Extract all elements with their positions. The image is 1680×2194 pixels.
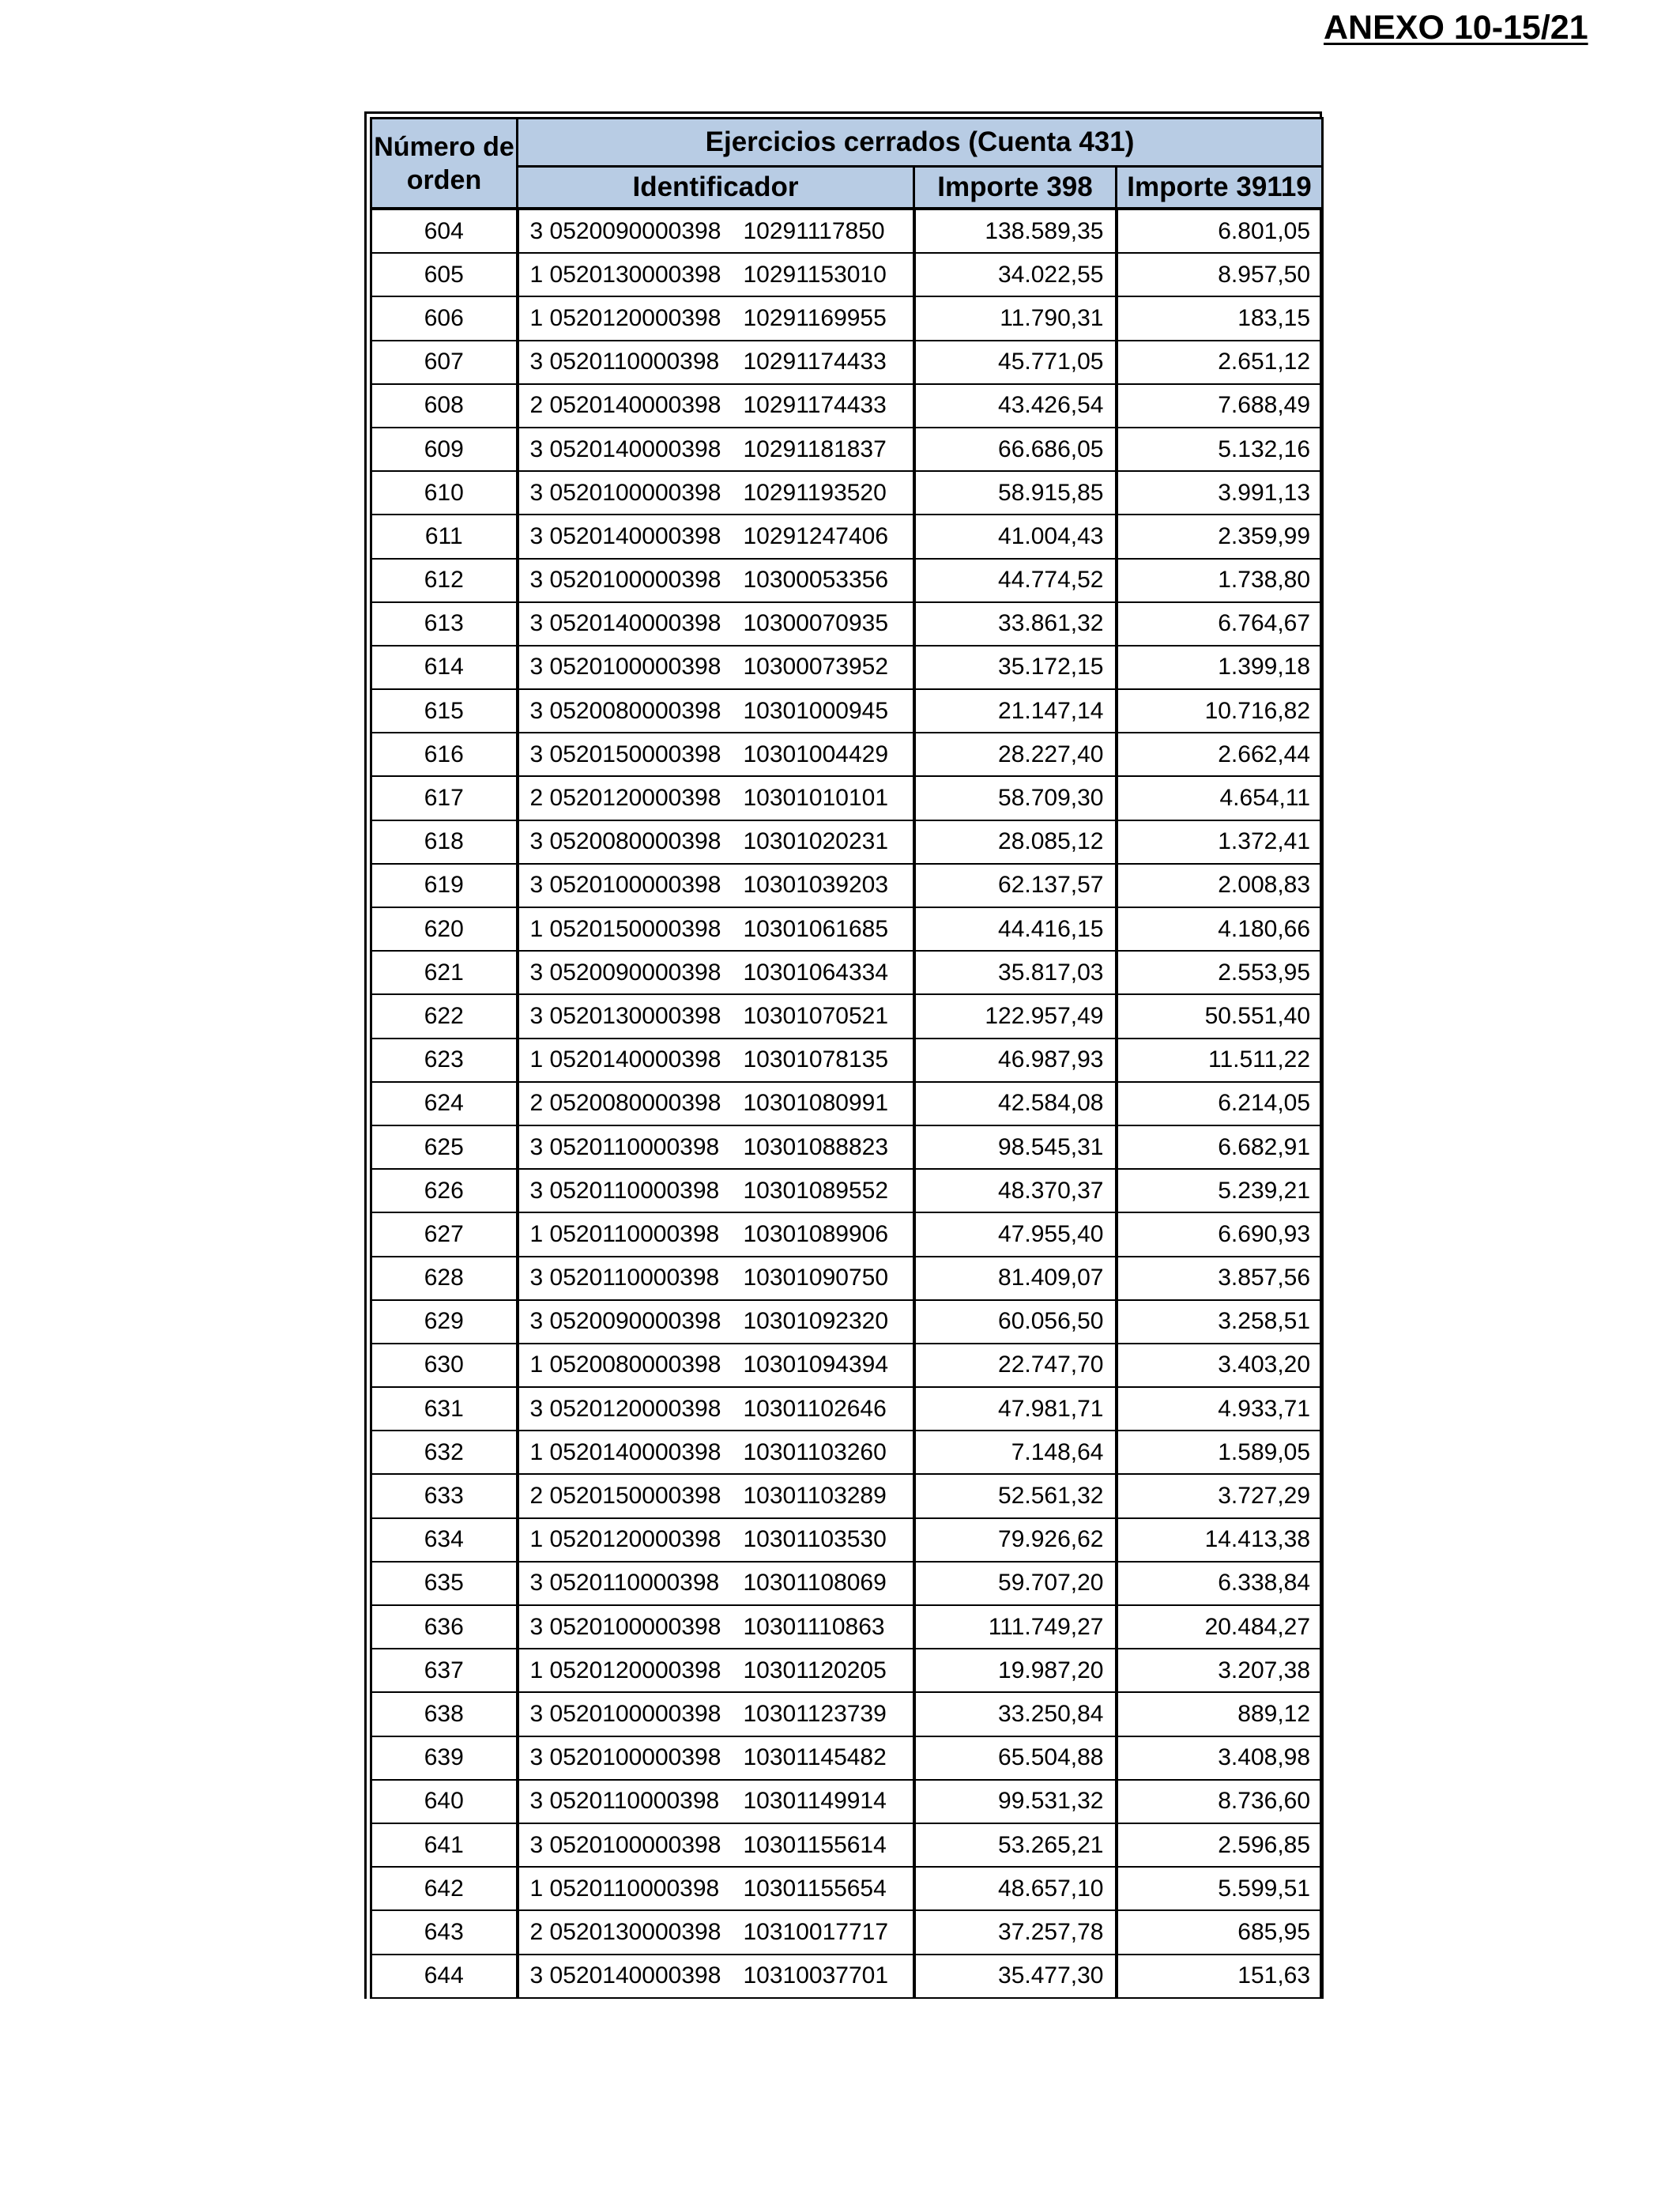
cell-numero-orden: 604 [371, 209, 518, 253]
identificador-part-b: 10310017717 [743, 1918, 889, 1945]
identificador-part-b: 10291117850 [743, 217, 885, 244]
cell-importe-398: 122.957,49 [914, 994, 1117, 1038]
cell-importe-39119: 7.688,49 [1117, 384, 1323, 428]
cell-identificador [518, 864, 914, 907]
identificador-part-b: 10301064334 [743, 959, 889, 986]
cell-importe-398: 66.686,05 [914, 428, 1117, 471]
cell-identificador [518, 689, 914, 733]
identificador-part-a: 3 0520100000398 [529, 1831, 721, 1858]
cell-identificador [518, 1780, 914, 1823]
cell-numero-orden: 641 [371, 1823, 518, 1867]
cell-identificador [518, 1562, 914, 1605]
cell-importe-39119: 889,12 [1117, 1692, 1323, 1736]
identificador-part-a: 1 0520120000398 [529, 304, 721, 331]
table-row [371, 471, 1323, 515]
table-row [371, 602, 1323, 646]
identificador-part-b: 10301090750 [743, 1265, 889, 1291]
cell-importe-398: 60.056,50 [914, 1300, 1117, 1344]
cell-importe-398: 47.981,71 [914, 1387, 1117, 1431]
cell-importe-39119: 2.553,95 [1117, 951, 1323, 994]
identificador-part-a: 3 0520100000398 [529, 872, 721, 899]
cell-identificador [518, 253, 914, 296]
cell-importe-39119: 685,95 [1117, 1910, 1323, 1954]
identificador-part-b: 10301103530 [743, 1526, 887, 1553]
table-row [371, 994, 1323, 1038]
identificador-part-b: 10301123739 [743, 1700, 887, 1727]
cell-importe-39119: 3.207,38 [1117, 1649, 1323, 1692]
cell-numero-orden: 607 [371, 341, 518, 384]
identificador-part-a: 3 0520110000398 [529, 1133, 720, 1160]
table-row [371, 1039, 1323, 1082]
table-row [371, 1692, 1323, 1736]
table-row [371, 1910, 1323, 1954]
cell-importe-398: 41.004,43 [914, 515, 1117, 558]
cell-numero-orden: 627 [371, 1212, 518, 1256]
cell-identificador [518, 951, 914, 994]
cell-importe-398: 52.561,32 [914, 1474, 1117, 1517]
cell-numero-orden: 624 [371, 1082, 518, 1125]
cell-identificador [518, 471, 914, 515]
cell-numero-orden: 629 [371, 1300, 518, 1344]
identificador-part-a: 3 0520090000398 [529, 1308, 721, 1335]
cell-importe-39119: 3.991,13 [1117, 471, 1323, 515]
cell-importe-398: 99.531,32 [914, 1780, 1117, 1823]
cell-identificador [518, 341, 914, 384]
cell-identificador [518, 209, 914, 253]
identificador-part-b: 10301103289 [743, 1483, 887, 1510]
cell-importe-398: 79.926,62 [914, 1518, 1117, 1562]
cell-importe-39119: 50.551,40 [1117, 994, 1323, 1038]
cell-importe-39119: 6.214,05 [1117, 1082, 1323, 1125]
cell-importe-398: 7.148,64 [914, 1431, 1117, 1474]
cell-importe-398: 35.817,03 [914, 951, 1117, 994]
cell-importe-398: 35.172,15 [914, 646, 1117, 689]
cell-importe-39119: 6.690,93 [1117, 1212, 1323, 1256]
cell-importe-398: 22.747,70 [914, 1344, 1117, 1387]
table-row [371, 428, 1323, 471]
identificador-part-a: 1 0520080000398 [529, 1351, 721, 1378]
identificador-part-b: 10301092320 [743, 1308, 889, 1335]
table-row [371, 559, 1323, 602]
cell-numero-orden: 606 [371, 296, 518, 340]
identificador-part-b: 10301102646 [743, 1395, 887, 1422]
cell-importe-398: 28.085,12 [914, 820, 1117, 864]
cell-numero-orden: 635 [371, 1562, 518, 1605]
identificador-part-a: 3 0520150000398 [529, 741, 721, 767]
cell-importe-398: 44.416,15 [914, 907, 1117, 951]
identificador-part-b: 10301010101 [743, 785, 889, 812]
cell-identificador [518, 1039, 914, 1082]
cell-numero-orden: 642 [371, 1867, 518, 1910]
table-row [371, 1823, 1323, 1867]
table-row [371, 1562, 1323, 1605]
cell-numero-orden: 630 [371, 1344, 518, 1387]
identificador-part-a: 2 0520080000398 [529, 1090, 721, 1117]
cell-importe-39119: 3.403,20 [1117, 1344, 1323, 1387]
header-ejercicios-cerrados: Ejercicios cerrados (Cuenta 431) [518, 119, 1323, 167]
cell-importe-398: 33.861,32 [914, 602, 1117, 646]
cell-numero-orden: 622 [371, 994, 518, 1038]
cell-importe-398: 47.955,40 [914, 1212, 1117, 1256]
cell-importe-39119: 20.484,27 [1117, 1605, 1323, 1649]
identificador-part-b: 10301108069 [743, 1570, 887, 1596]
cell-numero-orden: 617 [371, 776, 518, 820]
cell-numero-orden: 628 [371, 1257, 518, 1300]
cell-numero-orden: 621 [371, 951, 518, 994]
identificador-part-a: 3 0520100000398 [529, 567, 721, 594]
cell-importe-398: 46.987,93 [914, 1039, 1117, 1082]
cell-numero-orden: 638 [371, 1692, 518, 1736]
identificador-part-a: 3 0520110000398 [529, 1570, 720, 1596]
identificador-part-a: 3 0520100000398 [529, 479, 721, 506]
cell-importe-39119: 3.258,51 [1117, 1300, 1323, 1344]
identificador-part-b: 10301004429 [743, 741, 889, 767]
cell-importe-398: 44.774,52 [914, 559, 1117, 602]
header-importe-398: Importe 398 [914, 167, 1117, 209]
table-row [371, 1300, 1323, 1344]
table-row [371, 1169, 1323, 1212]
cell-numero-orden: 612 [371, 559, 518, 602]
header-importe-39119: Importe 39119 [1117, 167, 1323, 209]
cell-importe-39119: 3.727,29 [1117, 1474, 1323, 1517]
cell-importe-398: 48.657,10 [914, 1867, 1117, 1910]
cell-numero-orden: 618 [371, 820, 518, 864]
cell-identificador [518, 384, 914, 428]
annex-reference: ANEXO 10-15/21 [1324, 9, 1588, 47]
cell-identificador [518, 1474, 914, 1517]
cell-importe-39119: 3.408,98 [1117, 1736, 1323, 1780]
table-row [371, 1082, 1323, 1125]
identificador-part-a: 3 0520140000398 [529, 1962, 721, 1989]
identificador-part-a: 3 0520100000398 [529, 1613, 721, 1640]
cell-identificador [518, 1169, 914, 1212]
cell-importe-39119: 11.511,22 [1117, 1039, 1323, 1082]
header-numero-orden: Número de orden [371, 119, 518, 209]
cell-identificador [518, 1605, 914, 1649]
cell-numero-orden: 626 [371, 1169, 518, 1212]
identificador-part-b: 10291169955 [743, 304, 887, 331]
cell-identificador [518, 646, 914, 689]
identificador-part-a: 3 0520090000398 [529, 217, 721, 244]
cell-numero-orden: 634 [371, 1518, 518, 1562]
cell-identificador [518, 1387, 914, 1431]
cell-importe-39119: 8.957,50 [1117, 253, 1323, 296]
identificador-part-a: 3 0520090000398 [529, 959, 721, 986]
cell-importe-39119: 2.596,85 [1117, 1823, 1323, 1867]
identificador-part-a: 2 0520120000398 [529, 785, 721, 812]
identificador-part-b: 10301094394 [743, 1351, 889, 1378]
cell-numero-orden: 614 [371, 646, 518, 689]
identificador-part-a: 1 0520140000398 [529, 1046, 721, 1073]
cell-importe-398: 37.257,78 [914, 1910, 1117, 1954]
cell-identificador [518, 1649, 914, 1692]
cell-identificador [518, 1257, 914, 1300]
identificador-part-b: 10301089906 [743, 1220, 889, 1247]
table-row [371, 296, 1323, 340]
identificador-part-b: 10300070935 [743, 610, 889, 637]
cell-numero-orden: 631 [371, 1387, 518, 1431]
cell-importe-39119: 14.413,38 [1117, 1518, 1323, 1562]
cell-importe-398: 111.749,27 [914, 1605, 1117, 1649]
cell-identificador [518, 1736, 914, 1780]
cell-numero-orden: 608 [371, 384, 518, 428]
table-row [371, 1867, 1323, 1910]
cell-identificador [518, 1212, 914, 1256]
identificador-part-a: 3 0520100000398 [529, 654, 721, 680]
cell-importe-39119: 6.764,67 [1117, 602, 1323, 646]
cell-numero-orden: 610 [371, 471, 518, 515]
cell-identificador [518, 1518, 914, 1562]
identificador-part-b: 10300053356 [743, 567, 889, 594]
identificador-part-b: 10291174433 [743, 392, 887, 419]
table-row [371, 1257, 1323, 1300]
cell-importe-398: 11.790,31 [914, 296, 1117, 340]
table-row [371, 1605, 1323, 1649]
table-row [371, 733, 1323, 776]
cell-importe-39119: 1.399,18 [1117, 646, 1323, 689]
cell-identificador [518, 428, 914, 471]
cell-identificador [518, 1082, 914, 1125]
cell-importe-398: 45.771,05 [914, 341, 1117, 384]
table-row [371, 1474, 1323, 1517]
identificador-part-b: 10301020231 [743, 828, 889, 855]
table-row [371, 209, 1323, 253]
cell-importe-39119: 3.857,56 [1117, 1257, 1323, 1300]
cell-importe-398: 28.227,40 [914, 733, 1117, 776]
cell-importe-39119: 5.599,51 [1117, 1867, 1323, 1910]
cell-importe-398: 21.147,14 [914, 689, 1117, 733]
cell-importe-39119: 2.651,12 [1117, 341, 1323, 384]
cell-numero-orden: 643 [371, 1910, 518, 1954]
accounts-table [370, 117, 1324, 1999]
table-row [371, 1431, 1323, 1474]
identificador-part-a: 3 0520080000398 [529, 828, 721, 855]
cell-numero-orden: 637 [371, 1649, 518, 1692]
cell-importe-39119: 2.008,83 [1117, 864, 1323, 907]
identificador-part-a: 3 0520100000398 [529, 1700, 721, 1727]
identificador-part-a: 3 0520100000398 [529, 1744, 721, 1771]
cell-numero-orden: 611 [371, 515, 518, 558]
cell-numero-orden: 616 [371, 733, 518, 776]
identificador-part-b: 10291193520 [743, 479, 887, 506]
cell-numero-orden: 644 [371, 1955, 518, 1998]
table-row [371, 1780, 1323, 1823]
cell-importe-398: 48.370,37 [914, 1169, 1117, 1212]
cell-importe-398: 65.504,88 [914, 1736, 1117, 1780]
identificador-part-a: 3 0520140000398 [529, 610, 721, 637]
cell-numero-orden: 636 [371, 1605, 518, 1649]
cell-identificador [518, 776, 914, 820]
identificador-part-a: 3 0520130000398 [529, 1002, 721, 1029]
identificador-part-b: 10301088823 [743, 1133, 889, 1160]
cell-importe-39119: 151,63 [1117, 1955, 1323, 1998]
cell-importe-39119: 1.589,05 [1117, 1431, 1323, 1474]
identificador-part-a: 3 0520110000398 [529, 1788, 720, 1815]
identificador-part-b: 10301120205 [743, 1657, 887, 1683]
cell-numero-orden: 625 [371, 1125, 518, 1169]
cell-importe-398: 35.477,30 [914, 1955, 1117, 1998]
cell-importe-398: 98.545,31 [914, 1125, 1117, 1169]
identificador-part-b: 10301149914 [743, 1788, 887, 1815]
table-row [371, 1518, 1323, 1562]
cell-identificador [518, 1955, 914, 1998]
cell-identificador [518, 1431, 914, 1474]
cell-identificador [518, 1910, 914, 1954]
cell-identificador [518, 1344, 914, 1387]
table-row [371, 253, 1323, 296]
cell-importe-398: 42.584,08 [914, 1082, 1117, 1125]
identificador-part-b: 10301110863 [743, 1613, 885, 1640]
table-row [371, 341, 1323, 384]
identificador-part-b: 10291181837 [743, 435, 887, 462]
cell-numero-orden: 640 [371, 1780, 518, 1823]
identificador-part-b: 10301155614 [743, 1831, 887, 1858]
identificador-part-a: 1 0520120000398 [529, 1526, 721, 1553]
cell-importe-39119: 183,15 [1117, 296, 1323, 340]
cell-importe-398: 43.426,54 [914, 384, 1117, 428]
cell-numero-orden: 623 [371, 1039, 518, 1082]
cell-numero-orden: 633 [371, 1474, 518, 1517]
cell-numero-orden: 615 [371, 689, 518, 733]
identificador-part-b: 10301103260 [743, 1438, 887, 1465]
table-row [371, 907, 1323, 951]
cell-identificador [518, 1823, 914, 1867]
identificador-part-a: 2 0520130000398 [529, 1918, 721, 1945]
cell-identificador [518, 1125, 914, 1169]
cell-importe-39119: 6.801,05 [1117, 209, 1323, 253]
cell-importe-398: 62.137,57 [914, 864, 1117, 907]
cell-importe-39119: 5.239,21 [1117, 1169, 1323, 1212]
header-identificador: Identificador [518, 167, 914, 209]
identificador-part-a: 1 0520130000398 [529, 261, 721, 288]
identificador-part-a: 1 0520140000398 [529, 1438, 721, 1465]
identificador-part-a: 1 0520110000398 [529, 1875, 720, 1902]
cell-importe-398: 138.589,35 [914, 209, 1117, 253]
identificador-part-b: 10301145482 [743, 1744, 887, 1771]
table-row [371, 1955, 1323, 1998]
cell-importe-39119: 1.738,80 [1117, 559, 1323, 602]
table-row [371, 864, 1323, 907]
identificador-part-a: 3 0520080000398 [529, 697, 721, 724]
cell-importe-39119: 10.716,82 [1117, 689, 1323, 733]
cell-numero-orden: 613 [371, 602, 518, 646]
identificador-part-b: 10301078135 [743, 1046, 889, 1073]
identificador-part-a: 1 0520120000398 [529, 1657, 721, 1683]
cell-importe-39119: 5.132,16 [1117, 428, 1323, 471]
cell-importe-398: 58.915,85 [914, 471, 1117, 515]
cell-importe-39119: 4.654,11 [1117, 776, 1323, 820]
cell-identificador [518, 1692, 914, 1736]
cell-importe-398: 19.987,20 [914, 1649, 1117, 1692]
identificador-part-a: 3 0520110000398 [529, 1265, 720, 1291]
table-row [371, 1649, 1323, 1692]
table-row [371, 820, 1323, 864]
cell-numero-orden: 620 [371, 907, 518, 951]
cell-importe-39119: 4.180,66 [1117, 907, 1323, 951]
cell-identificador [518, 559, 914, 602]
table-row [371, 689, 1323, 733]
table-row [371, 1125, 1323, 1169]
identificador-part-a: 1 0520110000398 [529, 1220, 720, 1247]
cell-numero-orden: 605 [371, 253, 518, 296]
table-row [371, 515, 1323, 558]
table-frame [364, 111, 1322, 1999]
identificador-part-a: 3 0520110000398 [529, 349, 720, 375]
cell-importe-39119: 1.372,41 [1117, 820, 1323, 864]
table-row [371, 1344, 1323, 1387]
cell-importe-39119: 4.933,71 [1117, 1387, 1323, 1431]
identificador-part-b: 10301070521 [743, 1002, 889, 1029]
cell-numero-orden: 632 [371, 1431, 518, 1474]
cell-importe-39119: 8.736,60 [1117, 1780, 1323, 1823]
table-row [371, 384, 1323, 428]
identificador-part-a: 3 0520140000398 [529, 522, 721, 549]
identificador-part-a: 3 0520120000398 [529, 1395, 721, 1422]
table-row [371, 1387, 1323, 1431]
cell-numero-orden: 609 [371, 428, 518, 471]
cell-importe-398: 59.707,20 [914, 1562, 1117, 1605]
cell-identificador [518, 994, 914, 1038]
cell-importe-39119: 2.662,44 [1117, 733, 1323, 776]
cell-importe-398: 58.709,30 [914, 776, 1117, 820]
cell-identificador [518, 296, 914, 340]
identificador-part-a: 2 0520150000398 [529, 1483, 721, 1510]
cell-importe-39119: 2.359,99 [1117, 515, 1323, 558]
table-row [371, 951, 1323, 994]
cell-identificador [518, 602, 914, 646]
table-row [371, 776, 1323, 820]
table-row [371, 1212, 1323, 1256]
identificador-part-b: 10291153010 [743, 261, 887, 288]
table-row [371, 1736, 1323, 1780]
identificador-part-a: 2 0520140000398 [529, 392, 721, 419]
cell-identificador [518, 820, 914, 864]
identificador-part-b: 10291247406 [743, 522, 889, 549]
cell-importe-398: 33.250,84 [914, 1692, 1117, 1736]
cell-identificador [518, 515, 914, 558]
identificador-part-b: 10301155654 [743, 1875, 887, 1902]
cell-importe-39119: 6.338,84 [1117, 1562, 1323, 1605]
identificador-part-b: 10291174433 [743, 349, 887, 375]
identificador-part-a: 3 0520140000398 [529, 435, 721, 462]
identificador-part-b: 10301089552 [743, 1177, 889, 1204]
cell-importe-398: 34.022,55 [914, 253, 1117, 296]
cell-numero-orden: 639 [371, 1736, 518, 1780]
identificador-part-a: 3 0520110000398 [529, 1177, 720, 1204]
cell-importe-398: 53.265,21 [914, 1823, 1117, 1867]
identificador-part-b: 10300073952 [743, 654, 889, 680]
identificador-part-b: 10301039203 [743, 872, 889, 899]
identificador-part-b: 10310037701 [743, 1962, 889, 1989]
cell-identificador [518, 1300, 914, 1344]
identificador-part-b: 10301080991 [743, 1090, 889, 1117]
cell-numero-orden: 619 [371, 864, 518, 907]
table-row [371, 646, 1323, 689]
identificador-part-a: 1 0520150000398 [529, 915, 721, 942]
table-body [371, 209, 1323, 1998]
cell-identificador [518, 1867, 914, 1910]
cell-importe-39119: 6.682,91 [1117, 1125, 1323, 1169]
identificador-part-b: 10301000945 [743, 697, 889, 724]
cell-identificador [518, 907, 914, 951]
cell-importe-398: 81.409,07 [914, 1257, 1117, 1300]
cell-identificador [518, 733, 914, 776]
identificador-part-b: 10301061685 [743, 915, 889, 942]
